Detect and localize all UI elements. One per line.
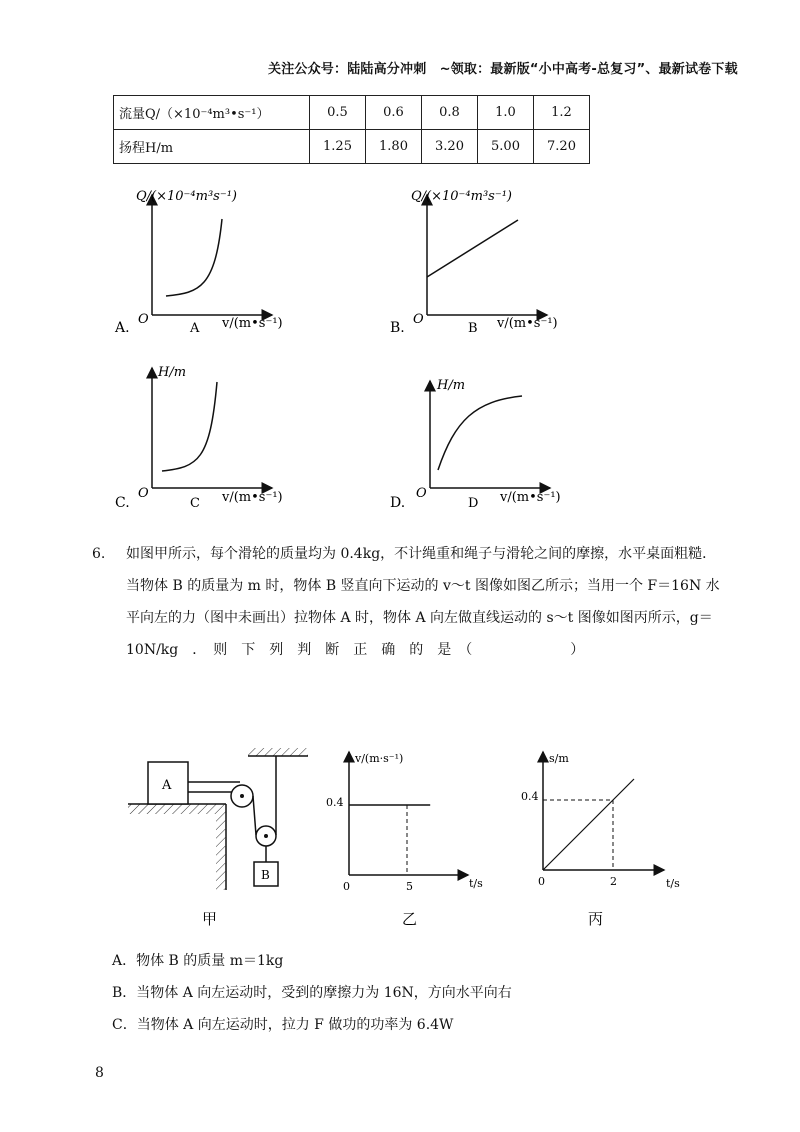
axis-label-y: H/m bbox=[158, 365, 187, 380]
figure-jia bbox=[128, 748, 308, 928]
question-line: 当物体 B 的质量为 m 时，物体 B 竖直向下运动的 v～t 图像如图乙所示；当用一个 F＝16N 水 bbox=[126, 578, 720, 594]
question-line: 如图甲所示，每个滑轮的质量均为 0.4kg，不计绳重和绳子与滑轮之间的摩擦，水平桌面粗糙． bbox=[126, 546, 717, 562]
table-cell: 1.80 bbox=[366, 130, 422, 164]
origin-label: 0 bbox=[538, 875, 545, 888]
table-row-label-flow: 流量Q/（×10⁻⁴m³•s⁻¹） bbox=[114, 96, 310, 130]
graph-option-c bbox=[115, 365, 283, 511]
graph-letter: A bbox=[190, 321, 200, 336]
table-cell: 0.6 bbox=[366, 96, 422, 130]
page-header: 关注公众号：陆陆高分冲刺 ~领取：最新版“小中高考-总复习”、最新试卷下载 bbox=[268, 62, 738, 77]
rope bbox=[253, 796, 256, 835]
curve bbox=[162, 382, 217, 471]
table-cell: 5.00 bbox=[478, 130, 534, 164]
choice-a: A．物体 B 的质量 m＝1kg bbox=[112, 953, 284, 969]
table-row bbox=[114, 130, 590, 164]
table-cell: 3.20 bbox=[422, 130, 478, 164]
series-line-s bbox=[543, 779, 634, 870]
graph-option-a bbox=[114, 189, 283, 336]
question-number: 6. bbox=[92, 546, 106, 562]
axis-label-y: s/m bbox=[549, 752, 569, 765]
axis-label-y: H/m bbox=[437, 378, 466, 393]
table-hatch bbox=[128, 804, 226, 814]
curve bbox=[438, 396, 522, 470]
table-cell: 7.20 bbox=[534, 130, 590, 164]
axis-label-y: v/(m·s⁻¹) bbox=[355, 752, 404, 765]
axis-label-y: Q/(×10⁻⁴m³s⁻¹) bbox=[411, 189, 512, 204]
y-tick: 0.4 bbox=[521, 790, 539, 803]
origin-label: 0 bbox=[343, 880, 350, 893]
origin-label: O bbox=[416, 486, 427, 501]
figure-bing bbox=[521, 752, 680, 928]
graph-letter: C bbox=[190, 496, 200, 511]
axis-label-x: v/(m•s⁻¹) bbox=[222, 316, 283, 331]
graph-letter: B bbox=[468, 321, 478, 336]
option-label: A. bbox=[115, 320, 130, 336]
choice-b: B．当物体 A 向左运动时，受到的摩擦力为 16N，方向水平向右 bbox=[112, 985, 512, 1001]
figure-yi bbox=[326, 752, 483, 928]
option-label: D. bbox=[390, 495, 406, 511]
y-tick: 0.4 bbox=[326, 796, 344, 809]
figure-caption: 丙 bbox=[588, 910, 604, 928]
option-graphs bbox=[0, 175, 800, 515]
table-cell: 0.5 bbox=[310, 96, 366, 130]
table-cell: 1.25 bbox=[310, 130, 366, 164]
graph-option-d bbox=[390, 378, 561, 511]
option-label: B. bbox=[390, 320, 405, 336]
table-edge-hatch bbox=[216, 814, 226, 890]
origin-label: O bbox=[413, 312, 424, 327]
table-row bbox=[114, 96, 590, 130]
x-tick: 5 bbox=[406, 880, 413, 893]
origin-label: O bbox=[138, 486, 149, 501]
table-cell: 1.0 bbox=[478, 96, 534, 130]
question-line: 10N/kg ． 则 下 列 判 断 正 确 的 是 （ ） bbox=[126, 642, 585, 658]
figure-caption: 乙 bbox=[402, 910, 418, 928]
axis-label-x: t/s bbox=[469, 877, 483, 890]
axis-label-x: v/(m•s⁻¹) bbox=[500, 490, 561, 505]
axis-label-x: t/s bbox=[666, 877, 680, 890]
axis-label-x: v/(m•s⁻¹) bbox=[497, 316, 558, 331]
option-label: C. bbox=[115, 495, 130, 511]
block-a-label: A bbox=[162, 778, 172, 793]
page-number: 8 bbox=[95, 1065, 104, 1081]
curve bbox=[427, 220, 518, 277]
block-b-label: B bbox=[261, 868, 270, 882]
axis-label-x: v/(m•s⁻¹) bbox=[222, 490, 283, 505]
ceiling-hatch bbox=[248, 748, 308, 756]
origin-label: O bbox=[138, 312, 149, 327]
axis-label-y: Q/(×10⁻⁴m³s⁻¹) bbox=[136, 189, 237, 204]
figure-caption: 甲 bbox=[202, 910, 218, 928]
x-tick: 2 bbox=[610, 875, 617, 888]
graph-option-b bbox=[390, 189, 558, 336]
table-cell: 1.2 bbox=[534, 96, 590, 130]
table-cell: 0.8 bbox=[422, 96, 478, 130]
curve bbox=[166, 219, 222, 296]
graph-letter: D bbox=[468, 496, 479, 511]
figures-jia-yi-bing bbox=[0, 740, 800, 940]
table-row-label-head: 扬程H/m bbox=[114, 130, 310, 164]
flow-head-table bbox=[113, 95, 590, 164]
choice-c: C．当物体 A 向左运动时，拉力 F 做功的功率为 6.4W bbox=[112, 1017, 454, 1033]
question-line: 平向左的力（图中未画出）拉物体 A 时，物体 A 向左做直线运动的 s～t 图像如图丙所示，g＝ bbox=[126, 610, 713, 626]
